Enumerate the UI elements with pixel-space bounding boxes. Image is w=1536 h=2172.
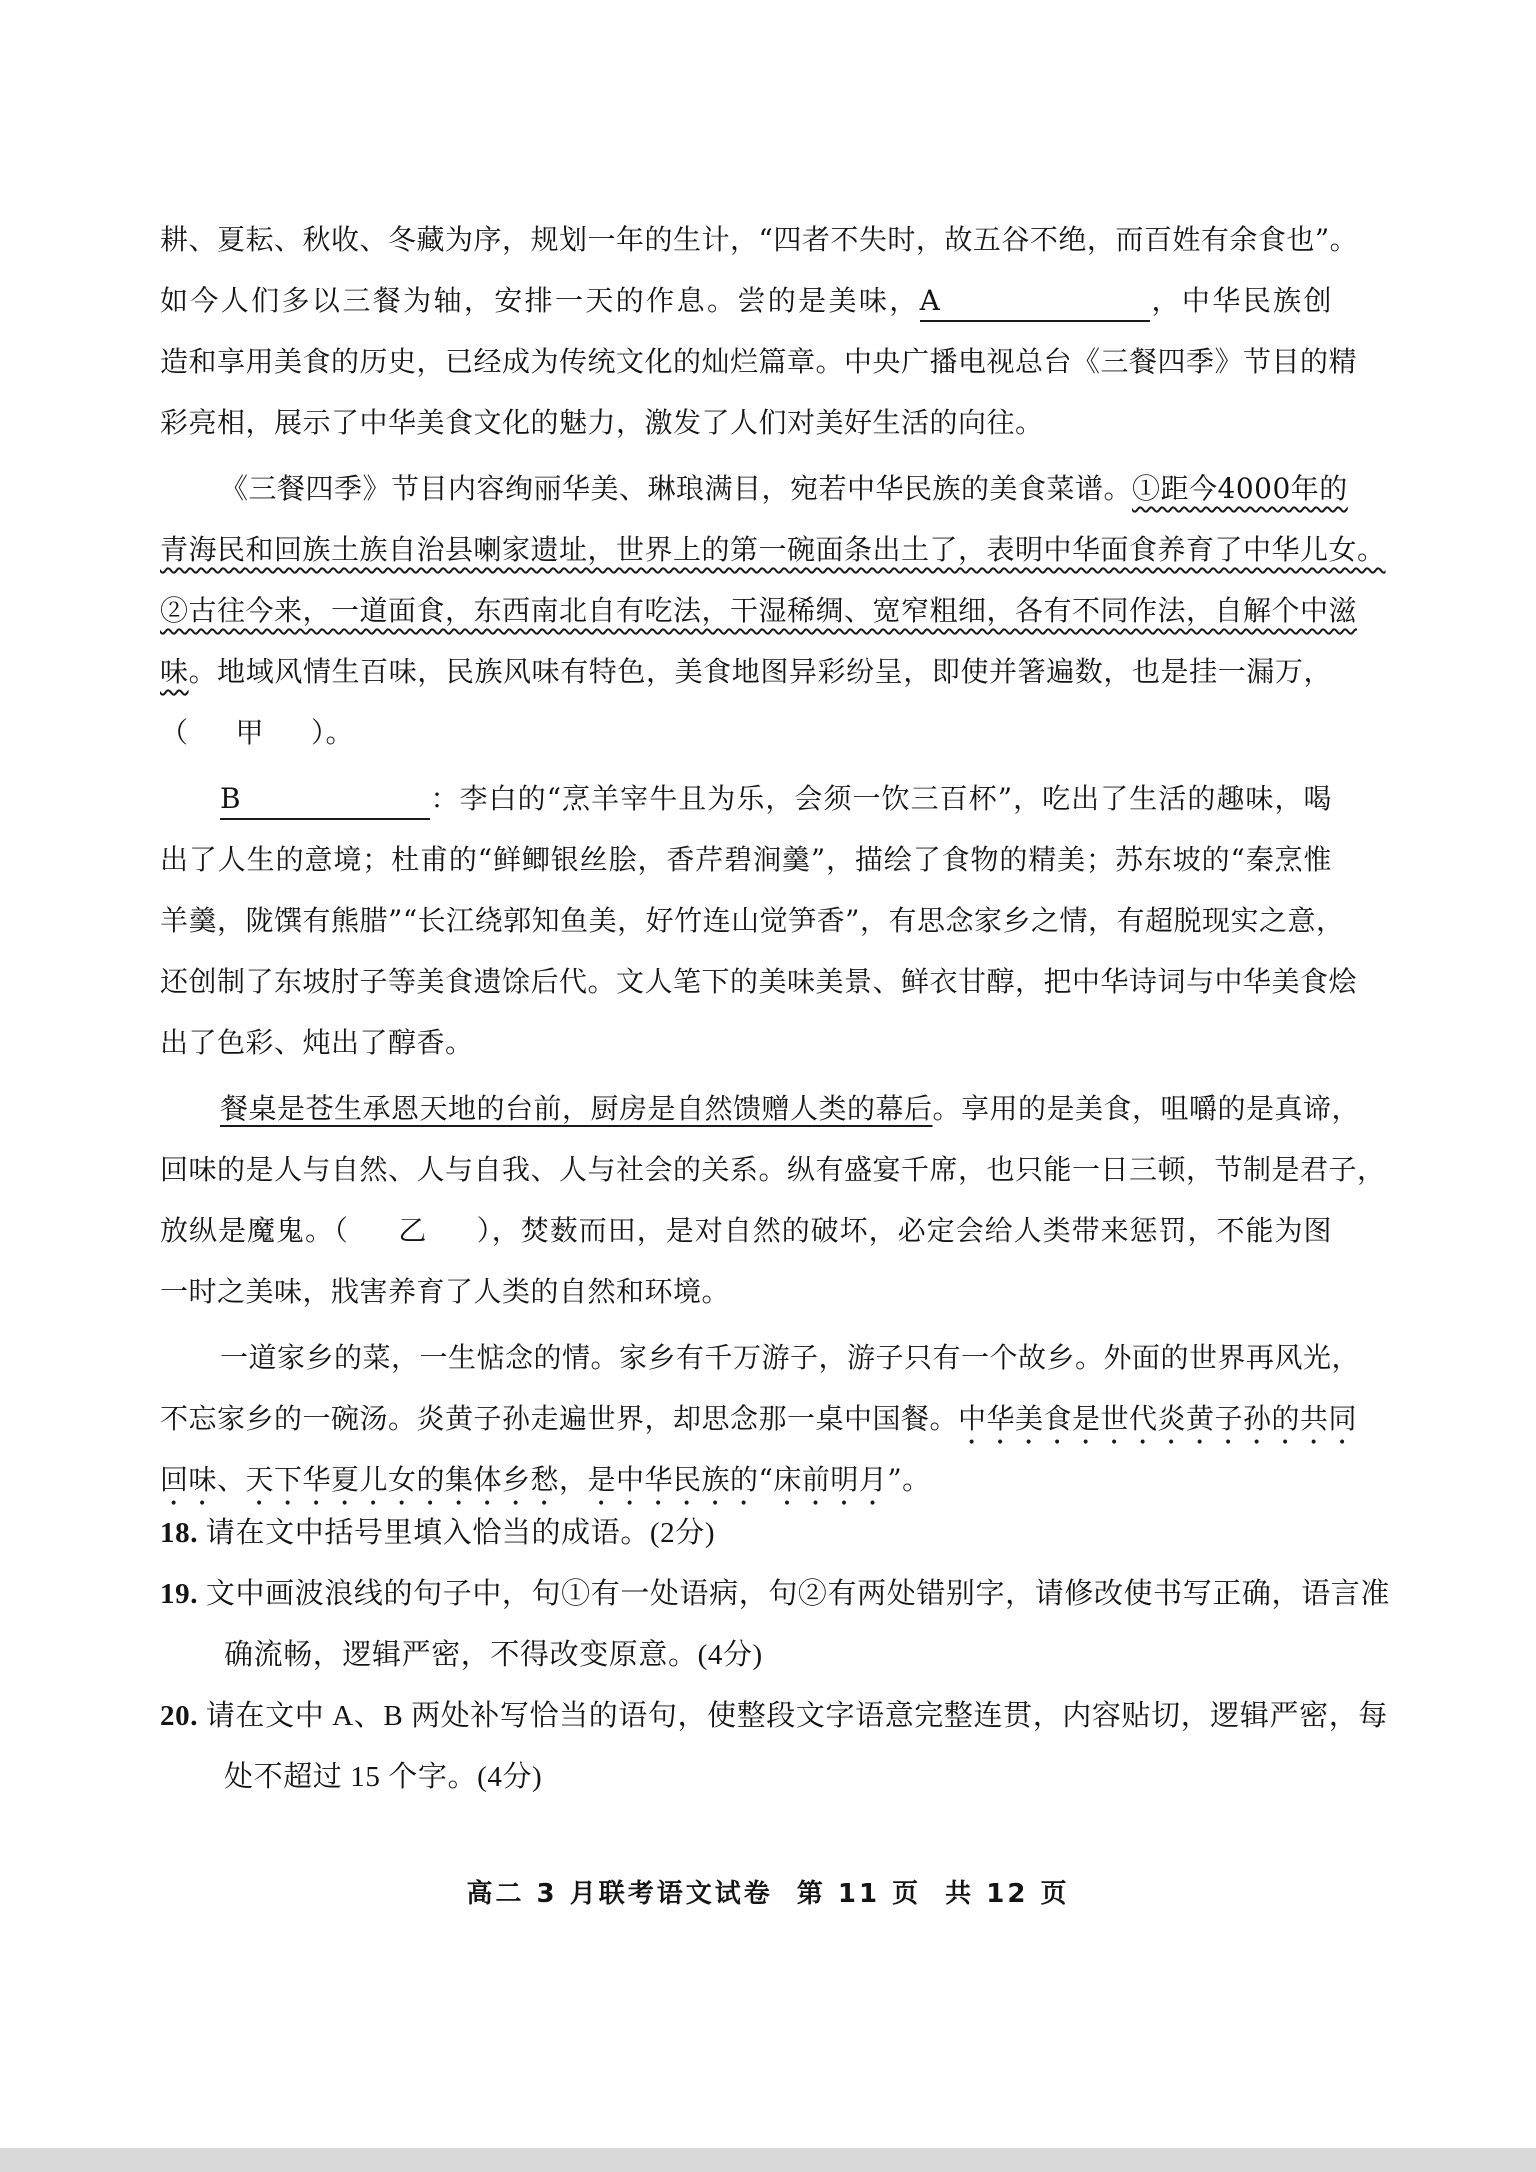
- passage-text: 造和享用美食的历史，已经成为传统文化的灿烂篇章。中央广播电视总台《三餐四季》节目的精: [160, 345, 1358, 378]
- scan-edge: [0, 2148, 1536, 2172]
- passage-text: 《三餐四季》节目内容绚丽华美、琳琅满目，宛若中华民族的美食菜谱。: [220, 472, 1133, 505]
- passage-line: [160, 467, 1348, 511]
- passage-text: 。享用的是美食，咀嚼的是真谛，: [932, 1092, 1361, 1125]
- question-18: [160, 1510, 1332, 1556]
- underlined-sentence: 餐桌是苍生承恩天地的台前，厨房是自然馈赠人类的幕后: [220, 1092, 933, 1125]
- wavy-sentence-1: 青海民和回族土族自治县喇家遗址，世界上的第一碗面条出土了，表明中华面食养育了中华儿女。: [160, 533, 1386, 566]
- wavy-sentence-1: ①距今4000年的: [1132, 472, 1348, 505]
- passage-line: [160, 1087, 1361, 1131]
- passage-line: [160, 340, 1358, 384]
- passage-text: ，中华民族创: [1149, 284, 1332, 317]
- passage-line: [160, 1458, 1332, 1502]
- passage-line: [160, 1148, 1386, 1192]
- question-19-cont: [224, 1632, 1332, 1678]
- passage-text: 还创制了东坡肘子等美食遗馀后代。文人笔下的美味美景、鲜衣甘醇，把中华诗词与中华美食烩: [160, 965, 1358, 998]
- answer-blank-b: B: [220, 782, 430, 820]
- passage-line: [160, 279, 1332, 323]
- passage-text: 。地域风情生百味，民族风味有特色，美食地图异彩纷呈，即使并箸遍数，也是挂一漏万，: [188, 655, 1332, 688]
- passage-text: 出了色彩、炖出了醇香。: [160, 1026, 474, 1059]
- question-number: 18.: [160, 1517, 199, 1549]
- passage-text: 出了人生的意境；杜甫的“鲜鲫银丝脍，香芹碧涧羹”，描绘了食物的精美；苏东坡的“秦烹惟: [160, 843, 1332, 876]
- dotted-sentence: 中华美食是世代炎黄子孙的共同: [958, 1402, 1358, 1435]
- passage-text: 耕、夏耘、秋收、冬藏为序，规划一年的生计，“四者不失时，故五谷不绝，而百姓有余食也”。: [160, 223, 1359, 256]
- passage-line: [160, 218, 1359, 262]
- passage-line: [160, 1021, 1332, 1065]
- passage-text: 不忘家乡的一碗汤。炎黄子孙走遍世界，却思念那一桌中国餐。: [160, 1402, 959, 1435]
- page-footer: 高二 3 月联考语文试卷 第 11 页 共 12 页: [466, 1879, 1070, 1909]
- passage-text: 如今人们多以三餐为轴，安排一天的作息。尝的是美味，: [160, 284, 920, 317]
- passage-text: 羊羹，陇馔有熊腊”“长江绕郭知鱼美，好竹连山觉笋香”，有思念家乡之情，有超脱现实之意，: [160, 904, 1345, 937]
- question-20-cont: [224, 1754, 1332, 1800]
- question-number: 20.: [160, 1700, 199, 1732]
- passage-line: [160, 777, 1332, 821]
- passage-text: ：李白的“烹羊宰牛且为乐，会须一饮三百杯”，吃出了生活的趣味，喝: [430, 782, 1332, 815]
- passage-text: 。: [902, 1463, 931, 1496]
- passage-line: [160, 589, 1358, 633]
- passage-text: 一道家乡的菜，一生惦念的情。家乡有千万游子，游子只有一个故乡。外面的世界再风光，: [220, 1341, 1361, 1374]
- passage-line: [160, 1336, 1361, 1380]
- dotted-sentence: 回味、天下华夏儿女的集体乡愁，是中华民族的“床前明月”: [160, 1463, 903, 1496]
- passage-line: [160, 960, 1358, 1004]
- passage-line: [160, 838, 1332, 882]
- question-text: 请在文中括号里填入恰当的成语。(2分): [205, 1517, 716, 1549]
- passage-line: [160, 401, 1332, 445]
- question-text: 确流畅，逻辑严密，不得改变原意。(4分): [224, 1639, 763, 1671]
- passage-text: 放纵是魔鬼。（ 乙 ），焚薮而田，是对自然的破坏，必定会给人类带来惩罚，不能为图: [160, 1214, 1332, 1247]
- passage-line: [160, 1209, 1332, 1253]
- question-text: 文中画波浪线的句子中，句①有一处语病，句②有两处错别字，请修改使书写正确，语言准: [205, 1578, 1390, 1610]
- passage-text: 一时之美味，戕害养育了人类的自然和环境。: [160, 1275, 731, 1308]
- passage-text: 回味的是人与自然、人与自我、人与社会的关系。纵有盛宴千席，也只能一日三顿，节制是君子，: [160, 1153, 1386, 1186]
- question-20: [160, 1693, 1388, 1739]
- wavy-sentence-2: 味: [160, 655, 189, 688]
- answer-blank-a: A: [920, 284, 1150, 322]
- question-number: 19.: [160, 1578, 199, 1610]
- passage-text: 彩亮相，展示了中华美食文化的魅力，激发了人们对美好生活的向往。: [160, 406, 1044, 439]
- passage-line: [160, 1397, 1358, 1441]
- wavy-sentence-2: ②古往今来，一道面食，东西南北自有吃法，干湿稀绸、宽窄粗细，各有不同作法，自解个中滋: [160, 594, 1358, 627]
- passage-line: [160, 899, 1345, 943]
- question-19: [160, 1571, 1390, 1617]
- passage-line: [160, 650, 1332, 694]
- passage-line: [160, 528, 1386, 572]
- passage-line: [160, 711, 1332, 755]
- fill-in-bracket-jia: （ 甲 ）。: [160, 716, 355, 749]
- question-text: 请在文中 A、B 两处补写恰当的语句，使整段文字语意完整连贯，内容贴切，逻辑严密，每: [205, 1700, 1388, 1732]
- question-text: 处不超过 15 个字。(4分): [224, 1761, 543, 1793]
- passage-line: [160, 1270, 1332, 1314]
